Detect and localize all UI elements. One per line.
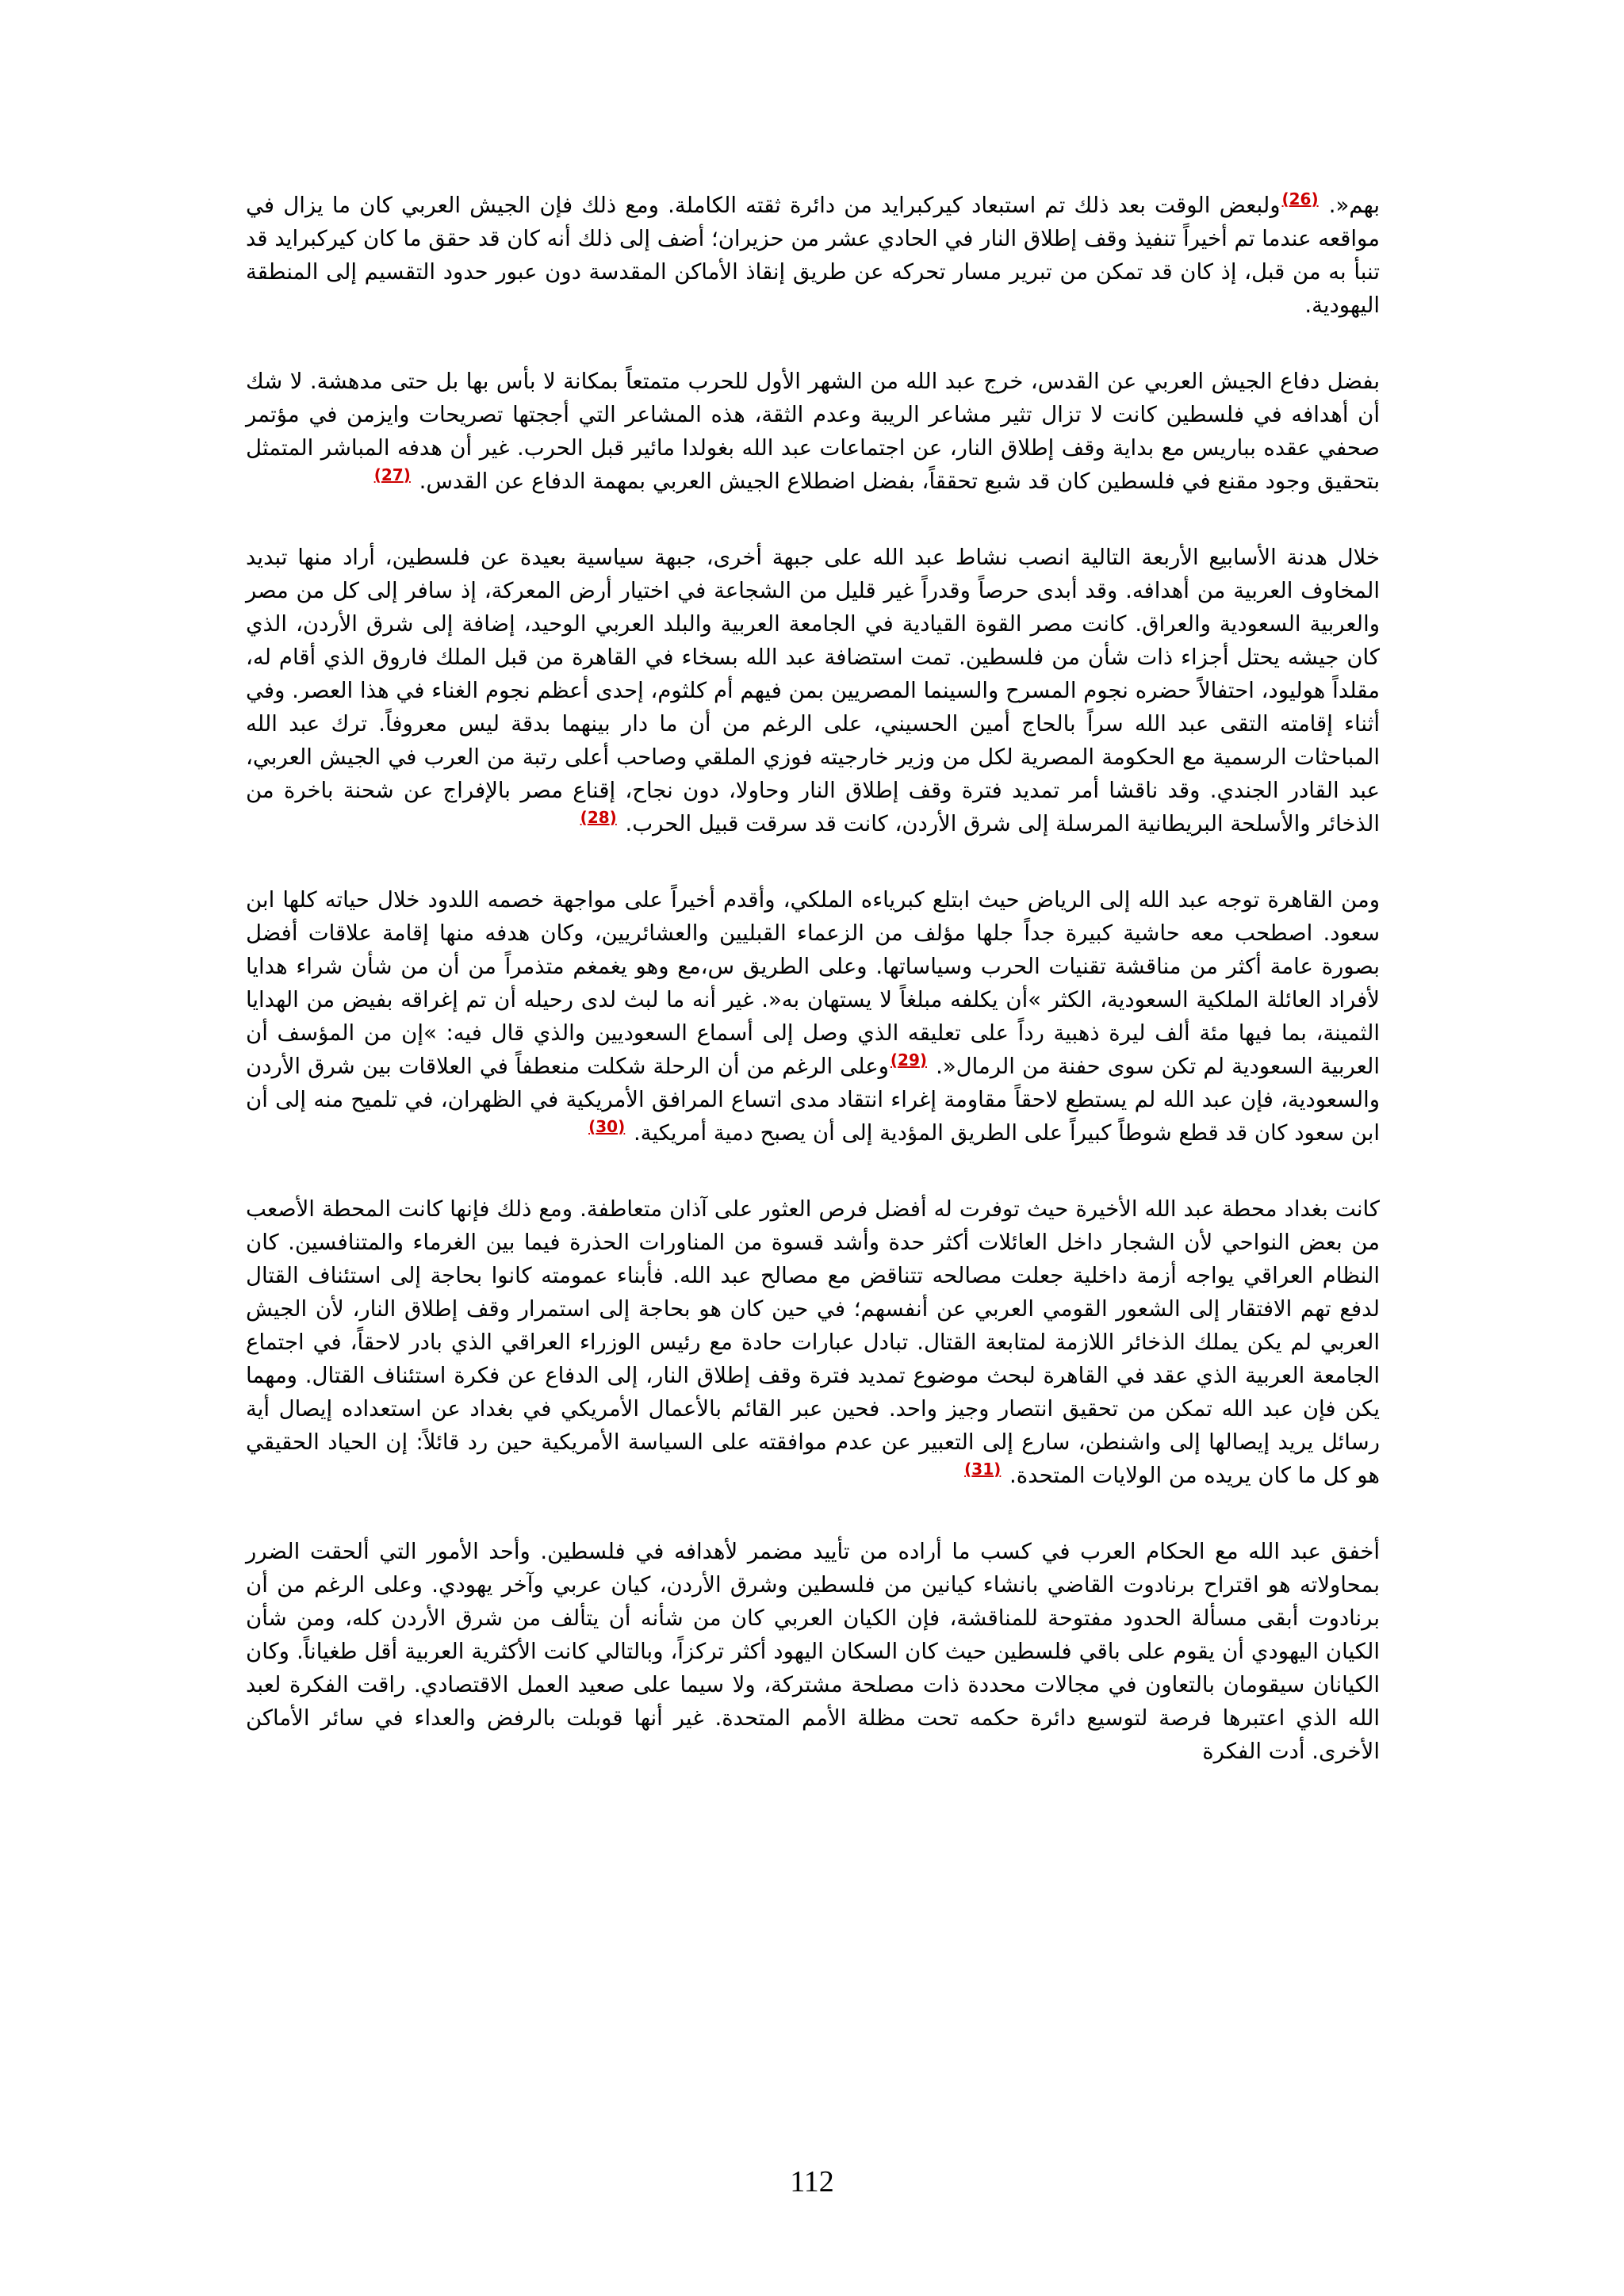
footnote-link[interactable]: (29) bbox=[890, 1050, 928, 1070]
footnote-link[interactable]: (30) bbox=[588, 1116, 626, 1136]
paragraph-text: ولبعض الوقت بعد ذلك تم استبعاد كيركبرايد من دائرة ثقته الكاملة. ومع ذلك فإن الجيش العربي كان ما يزال في مواقعه عندما تم أخيراً تنفيذ وقف إطلاق النار في الحادي عشر من حزيران؛ أضف إلى ذلك أنه كان قد حقق ما كان كيركبرايد قد تنبأ به من قبل، إذ كان قد تمكن من تبرير مسار تحركه عن طريق إنقاذ الأماكن المقدسة دون عبور حدود التقسيم إلى المنطقة اليهودية. bbox=[246, 193, 1380, 318]
paragraph-text: وعلى الرغم من أن الرحلة شكلت منعطفاً في العلاقات بين شرق الأردن والسعودية، فإن عبد الله لم يستطع لاحقاً مقاومة إغراء انتقاد مدى اتساع المرافق الأمريكية في الظهران، في تلميح منه إلى أن ابن سعود كان قد قطع شوطاً كبيراً على الطريق المؤدية إلى أن يصبح دمية أمريكية. bbox=[246, 1054, 1380, 1146]
paragraph-text: بهم«. bbox=[1320, 193, 1380, 218]
footnote-link[interactable]: (28) bbox=[580, 807, 617, 827]
footnote-link[interactable]: (26) bbox=[1281, 189, 1319, 209]
footnote-link[interactable]: (31) bbox=[964, 1459, 1002, 1479]
paragraph bbox=[246, 541, 1380, 840]
paragraph-text: ومن القاهرة توجه عبد الله إلى الرياض حيث ابتلع كبرياءه الملكي، وأقدم أخيراً على مواجهة خصمه اللدود خلال حياته كلها ابن سعود. اصطحب معه حاشية كبيرة جداً جلها مؤلف من الزعماء القبليين والعشائريين، وكان هدفه منها إقامة علاقات أفضل بصورة عامة أكثر من مناقشة تقنيات الحرب وسياساتها. وعلى الطريق س،مع وهو يغمغم متذمراً من أن من شأن شراء هدايا لأفراد العائلة الملكية السعودية، الكثر »أن يكلفه مبلغاً لا يستهان به«. غير أنه ما لبث لدى رحيله أن تم إغراقه بفيض من الهدايا الثمينة، بما فيها مئة ألف ليرة ذهبية رداً على تعليقه الذي وصل إلى أسماع السعوديين والذي قال فيه: »إن من المؤسف أن العربية السعودية لم تكن سوى حفنة من الرمال«. bbox=[246, 887, 1380, 1079]
page-number: 112 bbox=[790, 2165, 834, 2198]
paragraph-text: كانت بغداد محطة عبد الله الأخيرة حيث توفرت له أفضل فرص العثور على آذان متعاطفة. ومع ذلك فإنها كانت المحطة الأصعب من بعض النواحي لأن الشجار داخل العائلات أكثر حدة وأشد قسوة من المناورات الحذرة فيما بين الغرماء والمتنافسين. كان النظام العراقي يواجه أزمة داخلية جعلت مصالحه تتناقض مع مصالح عبد الله. فأبناء عمومته كانوا بحاجة إلى استئناف القتال لدفع تهم الافتقار إلى الشعور القومي العربي عن أنفسهم؛ في حين كان هو بحاجة إلى استمرار وقف إطلاق النار، لأن الجيش العربي لم يكن يملك الذخائر اللازمة لمتابعة القتال. تبادل عبارات حادة مع رئيس الوزراء العراقي الذي بادر لاحقاً، في اجتماع الجامعة العربية الذي عقد في القاهرة لبحث موضوع تمديد فترة وقف إطلاق النار، إلى الدفاع عن فكرة استئناف القتال. ومهما يكن فإن عبد الله تمكن من تحقيق انتصار وجيز واحد. فحين عبر القائم بالأعمال الأمريكي في بغداد عن استعداده إيصال أية رسائل يريد إيصالها إلى واشنطن، سارع إلى التعبير عن عدم موافقته على السياسة الأمريكية حين رد قائلاً: إن الحياد الحقيقي هو كل ما كان يريده من الولايات المتحدة. bbox=[246, 1196, 1380, 1488]
paragraph bbox=[246, 1535, 1380, 1768]
paragraph bbox=[246, 883, 1380, 1150]
paragraph-text: أخفق عبد الله مع الحكام العرب في كسب ما أراده من تأييد مضمر لأهدافه في فلسطين. وأحد الأمور التي ألحقت الضرر بمحاولاته هو اقتراح برنادوت القاضي بانشاء كيانين من فلسطين وشرق الأردن، كيان عربي وآخر يهودي. وعلى الرغم من أن برنادوت أبقى مسألة الحدود مفتوحة للمناقشة، فإن الكيان العربي كان من شأنه أن يتألف من شرق الأردن كله، ومن شأن الكيان اليهودي أن يقوم على باقي فلسطين حيث كان السكان اليهود أكثر تركزاً، وبالتالي كانت الأكثرية العربية أقل طغياناً. وكان الكيانان سيقومان بالتعاون في مجالات محددة ذات مصلحة مشتركة، ولا سيما على صعيد العمل الاقتصادي. راقت الفكرة لعبد الله الذي اعتبرها فرصة لتوسيع دائرة حكمه تحت مظلة الأمم المتحدة. غير أنها قوبلت بالرفض والعداء في سائر الأماكن الأخرى. أدت الفكرة bbox=[246, 1539, 1380, 1764]
paragraph bbox=[246, 1192, 1380, 1492]
paragraph-text: بفضل دفاع الجيش العربي عن القدس، خرج عبد الله من الشهر الأول للحرب متمتعاً بمكانة لا بأس بها بل حتى مدهشة. لا شك أن أهدافه في فلسطين كانت لا تزال تثير مشاعر الريبة وعدم الثقة، هذه المشاعر التي أججتها تصريحات وايزمن في مؤتمر صحفي عقده بباريس مع بداية وقف إطلاق النار، عن اجتماعات عبد الله بغولدا مائير قبل الحرب. غير أن هدفه المباشر المتمثل بتحقيق وجود مقنع في فلسطين كان قد شبع تحققاً، بفضل اضطلاع الجيش العربي بمهمة الدفاع عن القدس. bbox=[246, 369, 1380, 494]
paragraph bbox=[246, 189, 1380, 322]
body-text bbox=[246, 189, 1380, 1811]
paragraph-text: خلال هدنة الأسابيع الأربعة التالية انصب نشاط عبد الله على جبهة أخرى، جبهة سياسية بعيدة عن فلسطين، أراد منها تبديد المخاوف العربية من أهدافه. وقد أبدى حرصاً وقدراً غير قليل من الشجاعة في اختيار أرض المعركة، إذ سافر إلى كل من مصر والعربية السعودية والعراق. كانت مصر القوة القيادية في الجامعة العربية والبلد العربي الوحيد، إضافة إلى شرق الأردن، الذي كان جيشه يحتل أجزاء ذات شأن من فلسطين. تمت استضافة عبد الله بسخاء في القاهرة من قبل الملك فاروق الذي أقام له، مقلداً هوليود، احتفالاً حضره نجوم المسرح والسينما المصريين بمن فيهم أم كلثوم، إحدى أعظم نجوم الغناء في هذا العصر. وفي أثناء إقامته التقى عبد الله سراً بالحاج أمين الحسيني، على الرغم من أن ما دار بينهما بدقة ليس معروفاً. ترك عبد الله المباحثات الرسمية مع الحكومة المصرية لكل من وزير خارجيته فوزي الملقي وصاحب أعلى رتبة من العرب في الجيش العربي، عبد القادر الجندي. وقد ناقشا أمر تمديد فترة وقف إطلاق النار وحاولا، دون نجاح، إقناع مصر بالإفراج عن شحنة باخرة من الذخائر والأسلحة البريطانية المرسلة إلى شرق الأردن، كانت قد سرقت قبيل الحرب. bbox=[246, 545, 1380, 836]
paragraph bbox=[246, 365, 1380, 498]
footnote-link[interactable]: (27) bbox=[373, 465, 411, 484]
